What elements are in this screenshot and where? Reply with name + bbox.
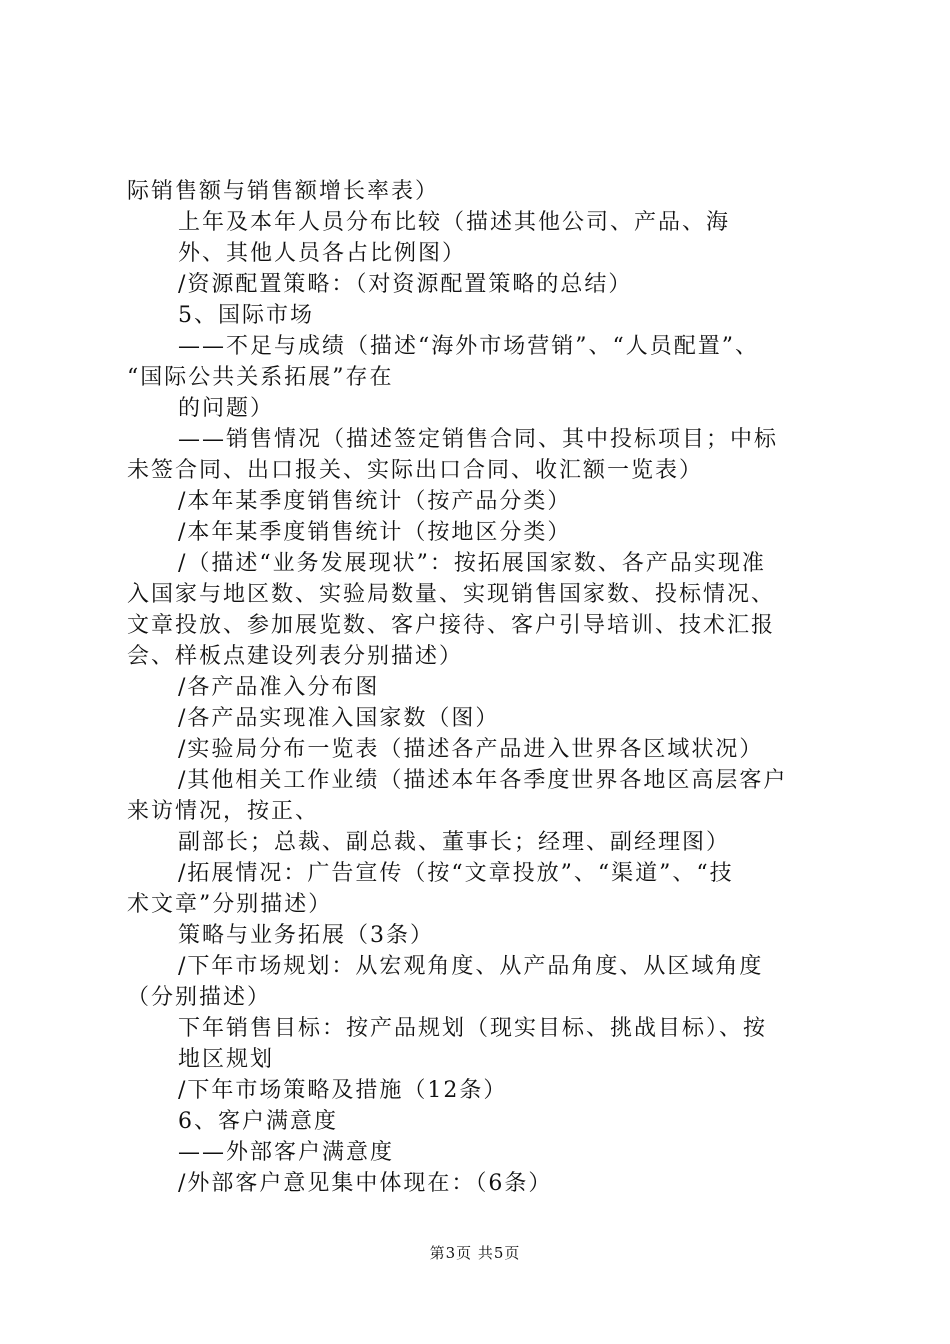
text-line: 下年销售目标：按产品规划（现实目标、挑战目标）、按 [178, 1016, 768, 1041]
text-line: 术文章”分别描述） [127, 892, 333, 917]
text-line: /各产品准入分布图 [178, 675, 380, 700]
text-line: 上年及本年人员分布比较（描述其他公司、产品、海 [178, 210, 731, 235]
text-line: 文章投放、参加展览数、客户接待、客户引导培训、技术汇报 [127, 613, 776, 638]
text-line: “国际公共关系拓展”存在 [127, 365, 394, 390]
section-heading: 5、国际市场 [178, 303, 314, 328]
text-line: 的问题） [178, 396, 275, 421]
text-line: /其他相关工作业绩（描述本年各季度世界各地区高层客户 [178, 768, 788, 793]
text-line: 副部长；总裁、副总裁、董事长；经理、副经理图） [178, 830, 731, 855]
section-heading: 6、客户满意度 [178, 1109, 338, 1134]
text-line: 来访情况，按正、 [127, 799, 320, 824]
text-line: ——不足与成绩（描述“海外市场营销”、“人员配置”、 [178, 334, 759, 359]
text-line: 会、样板点建设列表分别描述） [127, 644, 464, 669]
text-line: /外部客户意见集中体现在：（6条） [178, 1171, 553, 1196]
text-line: 策略与业务拓展（3条） [178, 923, 434, 948]
text-line: /实验局分布一览表（描述各产品进入世界各区域状况） [178, 737, 764, 762]
text-line: /本年某季度销售统计（按地区分类） [178, 520, 572, 545]
text-line: 外、其他人员各占比例图） [178, 241, 467, 266]
text-line: 际销售额与销售额增长率表） [127, 179, 440, 204]
text-line: /本年某季度销售统计（按产品分类） [178, 489, 572, 514]
text-line: /各产品实现准入国家数（图） [178, 706, 500, 731]
text-line: /拓展情况：广告宣传（按“文章投放”、“渠道”、“技 [178, 861, 734, 886]
text-line: /资源配置策略：（对资源配置策略的总结） [178, 272, 633, 297]
text-line: /下年市场规划：从宏观角度、从产品角度、从区域角度 [178, 954, 764, 979]
text-line: ——外部客户满意度 [178, 1140, 395, 1165]
text-line: （分别描述） [127, 985, 272, 1010]
text-line: 地区规划 [178, 1047, 275, 1072]
text-line: 入国家与地区数、实验局数量、实现销售国家数、投标情况、 [127, 582, 776, 607]
text-line: ——销售情况（描述签定销售合同、其中投标项目；中标 [178, 427, 779, 452]
page-number-footer: 第3页 共5页 [429, 1244, 521, 1262]
text-line: /（描述“业务发展现状”：按拓展国家数、各产品实现准 [178, 551, 766, 576]
text-line: 未签合同、出口报关、实际出口合同、收汇额一览表） [127, 458, 704, 483]
text-line: /下年市场策略及措施（12条） [178, 1078, 508, 1103]
